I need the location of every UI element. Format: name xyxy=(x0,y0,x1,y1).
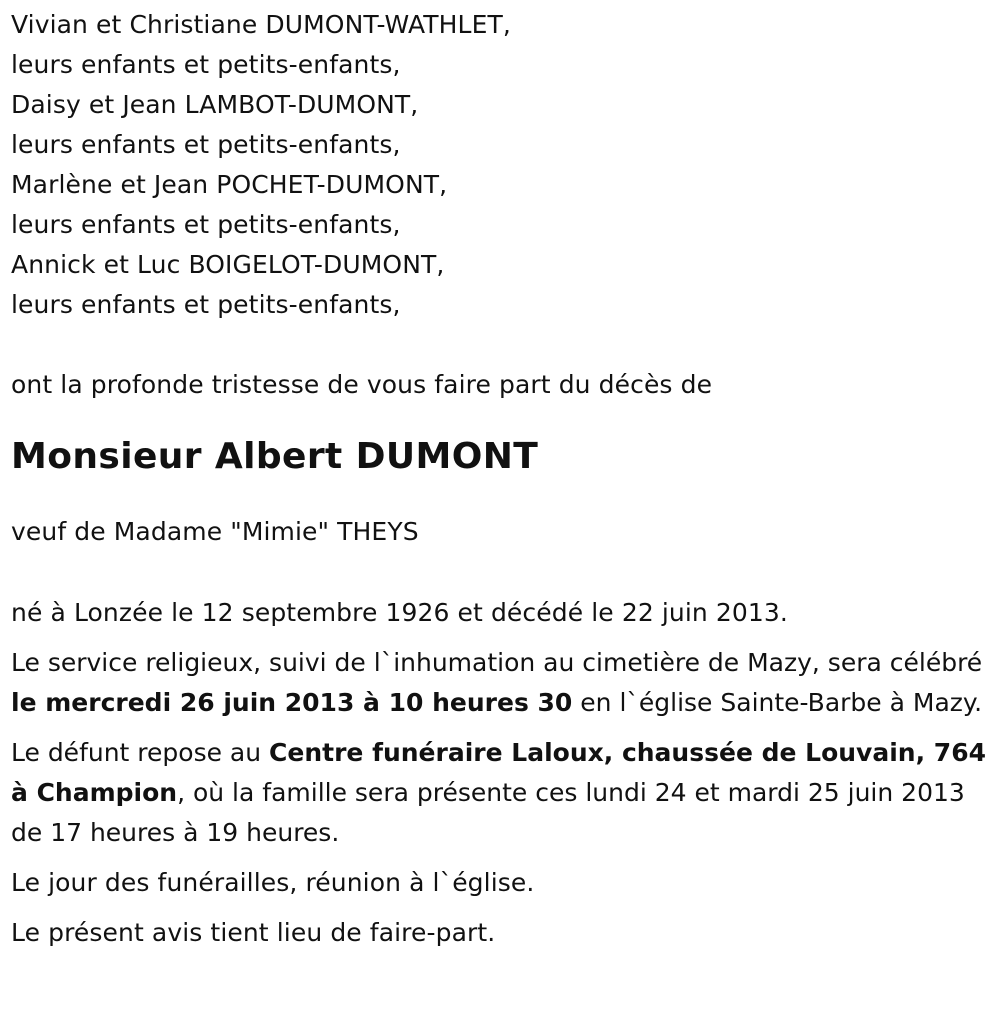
widow-of: veuf de Madame "Mimie" THEYS xyxy=(11,517,419,546)
meeting-text: Le jour des funérailles, réunion à l`église. xyxy=(11,868,535,897)
deceased-name: Monsieur Albert DUMONT xyxy=(11,436,539,477)
family-line: leurs enfants et petits-enfants, xyxy=(11,50,401,79)
intro-text: ont la profonde tristesse de vous faire part du décès de xyxy=(11,370,713,399)
family-line: leurs enfants et petits-enfants, xyxy=(11,210,401,239)
family-line: Vivian et Christiane DUMONT-WATHLET, xyxy=(11,10,511,39)
rest-text: Le défunt repose au xyxy=(11,738,270,767)
family-line: Marlène et Jean POCHET-DUMONT, xyxy=(11,170,448,199)
rest-paragraph xyxy=(11,733,986,853)
family-list xyxy=(11,0,986,325)
service-date: le mercredi 26 juin 2013 à 10 heures 30 xyxy=(11,688,573,717)
rest-location: Centre funéraire Laloux, chaussée de Louvain, 764 à Champion xyxy=(11,738,986,807)
closing-text: Le présent avis tient lieu de faire-part. xyxy=(11,918,496,947)
family-line: leurs enfants et petits-enfants, xyxy=(11,130,401,159)
family-line: Daisy et Jean LAMBOT-DUMONT, xyxy=(11,90,419,119)
service-location: en l`église Sainte-Barbe à Mazy. xyxy=(572,688,983,717)
rest-hours: , où la famille sera présente ces lundi 24 et mardi 25 juin 2013 de 17 heures à 19 heures. xyxy=(11,778,965,847)
born-died: né à Lonzée le 12 septembre 1926 et décédé le 22 juin 2013. xyxy=(11,598,788,627)
family-line: Annick et Luc BOIGELOT-DUMONT, xyxy=(11,250,445,279)
service-paragraph xyxy=(11,643,986,723)
family-line: leurs enfants et petits-enfants, xyxy=(11,290,401,319)
service-text: Le service religieux, suivi de l`inhumation au cimetière de Mazy, sera célébré xyxy=(11,648,983,677)
obituary-notice xyxy=(11,0,986,953)
